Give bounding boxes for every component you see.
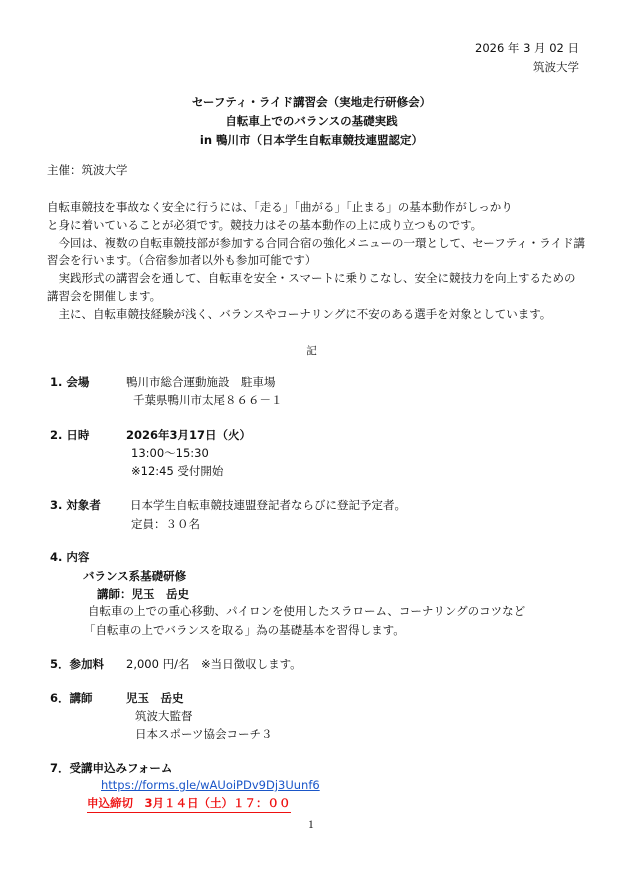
content-subtitle: バランス系基礎研修	[83, 569, 187, 583]
fee-label: 5．参加料	[50, 657, 105, 671]
deadline-text: 申込締切 3月１４日（土）１７：００	[87, 797, 291, 813]
title-line-3: in 鴨川市（日本学生自転車競技連盟認定）	[199, 133, 424, 147]
lecturer-role-2: 日本スポーツ協会コーチ３	[135, 727, 273, 741]
datetime-date: 2026年3月17日（火）	[126, 428, 252, 442]
venue-line-1: 鴨川市総合運動施設 駐車場	[126, 375, 276, 389]
lecturer-label: 6．講師	[50, 691, 93, 705]
issue-date: 2026 年 3 月 02 日	[475, 41, 579, 55]
datetime-label: 2. 日時	[50, 428, 90, 442]
venue-line-2: 千葉県鴨川市太尾８６６－１	[133, 393, 283, 407]
host-line: 主催：筑波大学	[47, 163, 128, 177]
intro-p1b: と身に着いていることが必須です。競技力はその基本動作の上に成り立つものです。	[47, 217, 483, 232]
intro-p3: 実践形式の講習会を通して、自転車を安全・スマートに乗りこなし、安全に競技力を向上するための講習会を開催します。	[47, 271, 576, 304]
intro-text	[47, 199, 587, 324]
content-line-2: 「自転車の上でバランスを取る」為の基礎基本を習得します。	[84, 623, 405, 637]
title-line-2: 自転車上でのバランスの基礎実践	[225, 114, 398, 128]
fee-value: 2,000 円/名 ※当日徴収します。	[126, 657, 302, 671]
lecturer-name: 児玉 岳史	[126, 691, 184, 705]
lecturer-role-1: 筑波大監督	[135, 709, 193, 723]
ki-mark: 記	[306, 345, 317, 357]
content-line-1: 自転車の上での重心移動、パイロンを使用したスラローム、コーナリングのコツなど	[88, 604, 526, 618]
target-label: 3. 対象者	[50, 498, 101, 512]
target-line-1: 日本学生自転車競技連盟登記者ならびに登記予定者。	[130, 498, 406, 512]
title-line-1: セーフティ・ライド講習会（実地走行研修会）	[191, 95, 432, 109]
intro-p2: 今回は、複数の自転車競技部が参加する合同合宿の強化メニューの一環として、セーフティ・ライド講習会を行います。（合宿参加者以外も参加可能です）	[47, 235, 585, 268]
page-number: 1	[308, 819, 314, 831]
intro-p4: 主に、自転車競技経験が浅く、バランスやコーナリングに不安のある選手を対象としています。	[58, 306, 552, 321]
form-label: 7．受講申込みフォーム	[50, 761, 173, 775]
venue-label: 1. 会場	[50, 375, 90, 389]
form-url-link[interactable]: https://forms.gle/wAUoiPDv9Dj3Uunf6	[101, 778, 320, 792]
issuer-org: 筑波大学	[533, 60, 579, 74]
target-line-2: 定員：３０名	[131, 517, 200, 531]
datetime-reception: ※12:45 受付開始	[131, 464, 224, 478]
intro-p1a: 自転車競技を事故なく安全に行うには、「走る」「曲がる」「止まる」の基本動作がしっかり	[47, 200, 513, 214]
content-label: 4. 内容	[50, 550, 90, 564]
datetime-time: 13:00～15:30	[131, 446, 209, 460]
content-instructor: 講師：児玉 岳史	[97, 587, 189, 601]
